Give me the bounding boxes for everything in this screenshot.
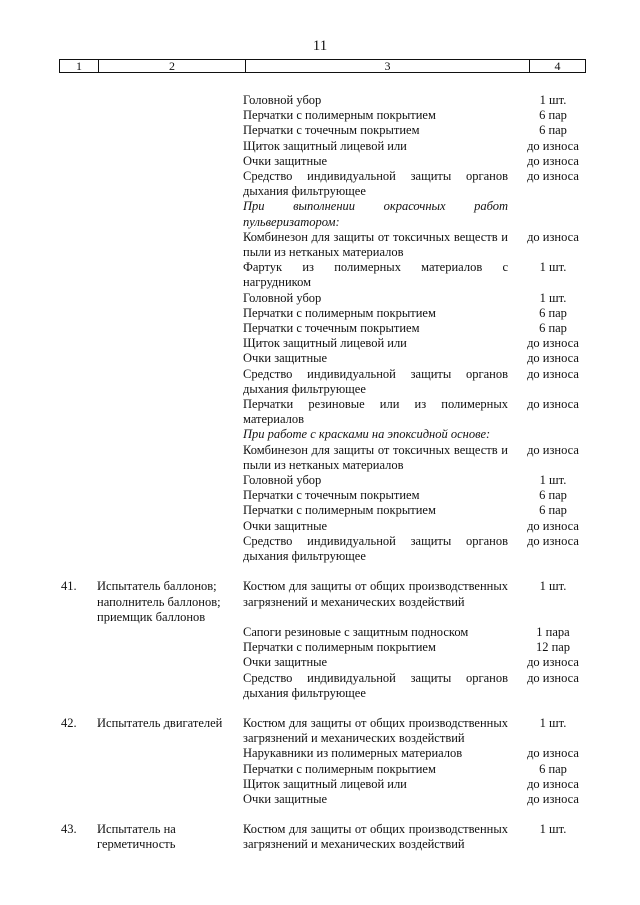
table-row	[59, 306, 599, 321]
table-row	[59, 640, 599, 655]
table-row	[59, 154, 599, 169]
ppe-item-name: Комбинезон для защиты от токсичных веществ и пыли из нетканых материалов	[243, 442, 508, 472]
table-row	[59, 351, 599, 366]
ppe-item-name: Головной убор	[243, 93, 322, 107]
table-row	[59, 625, 599, 640]
table-row	[59, 427, 599, 442]
ppe-item-name: Головной убор	[243, 473, 322, 488]
ppe-item-name: Костюм для защиты от общих производственных загрязнений и механических воздействий	[243, 579, 508, 609]
ppe-item-quantity: до износа	[527, 442, 579, 457]
ppe-item-name: Перчатки с полимерным покрытием	[243, 305, 436, 320]
table-row	[59, 260, 599, 290]
table-row	[59, 321, 599, 336]
ppe-item-quantity: 1 шт.	[539, 473, 567, 488]
ppe-item-name: Перчатки резиновые или из полимерных материалов	[243, 397, 508, 427]
row-spacer	[59, 564, 599, 579]
table-row	[59, 792, 599, 807]
table-row	[59, 291, 599, 306]
work-condition-heading: При работе с красками на эпоксидной основе:	[243, 427, 491, 442]
table-row	[59, 473, 599, 488]
ppe-item-quantity: 1 шт.	[539, 260, 567, 275]
work-condition-heading: При выполнении окрасочных работ пульверизатором:	[243, 199, 508, 229]
row-spacer	[59, 701, 599, 716]
column-header-3: 3	[245, 60, 529, 72]
ppe-item-quantity: до износа	[527, 670, 579, 685]
table-row	[59, 123, 599, 138]
ppe-item-quantity: до износа	[527, 397, 579, 412]
ppe-item-name: Щиток защитный лицевой или	[243, 336, 407, 351]
column-header-2: 2	[98, 60, 245, 72]
table-row	[59, 108, 599, 123]
ppe-item-name: Средство индивидуальной защиты органов дыхания фильтрующее	[243, 169, 508, 199]
ppe-item-quantity: до износа	[527, 153, 579, 168]
table-row	[59, 822, 599, 852]
ppe-item-quantity: до износа	[527, 533, 579, 548]
table-row	[59, 655, 599, 670]
table-row	[59, 777, 599, 792]
table-row	[59, 716, 599, 746]
entry-number: 42.	[61, 715, 77, 730]
ppe-norms-table	[59, 93, 599, 853]
ppe-item-name: Средство индивидуальной защиты органов дыхания фильтрующее	[243, 533, 508, 564]
table-row	[59, 139, 599, 154]
column-header-row	[59, 59, 586, 73]
ppe-item-name: Щиток защитный лицевой или	[243, 776, 407, 791]
ppe-item-name: Очки защитные	[243, 518, 328, 533]
ppe-item-quantity: 1 пара	[536, 624, 570, 639]
column-header-1: 1	[76, 59, 82, 73]
table-row	[59, 534, 599, 564]
entry-number: 43.	[61, 822, 77, 837]
table-row	[59, 230, 599, 260]
page-number: 11	[312, 38, 328, 54]
ppe-item-quantity: 1 шт.	[539, 715, 567, 730]
ppe-item-quantity: 1 шт.	[539, 579, 567, 594]
ppe-item-name: Перчатки с полимерным покрытием	[243, 761, 436, 776]
ppe-item-quantity: до износа	[527, 138, 579, 153]
table-row	[59, 503, 599, 518]
ppe-item-name: Очки защитные	[243, 655, 328, 670]
table-row	[59, 169, 599, 199]
ppe-item-quantity: 6 пар	[539, 123, 567, 138]
profession-name: Испытатель на герметичность	[97, 822, 176, 852]
ppe-item-name: Перчатки с точечным покрытием	[243, 123, 420, 138]
ppe-item-name: Комбинезон для защиты от токсичных веществ и пыли из нетканых материалов	[243, 229, 508, 260]
ppe-item-quantity: до износа	[527, 336, 579, 351]
ppe-item-quantity: 1 шт.	[539, 290, 567, 305]
ppe-item-name: Фартук из полимерных материалов с нагрудником	[243, 260, 508, 290]
profession-name: Испытатель двигателей	[97, 715, 223, 730]
table-row	[59, 519, 599, 534]
ppe-item-quantity: 1 шт.	[539, 93, 567, 107]
ppe-item-quantity: 12 пар	[535, 640, 571, 655]
table-row	[59, 579, 599, 625]
ppe-item-quantity: до износа	[527, 366, 579, 381]
ppe-item-quantity: 6 пар	[539, 305, 567, 320]
ppe-item-name: Сапоги резиновые с защитным подноском	[243, 624, 469, 639]
ppe-item-quantity: до износа	[527, 776, 579, 791]
table-row	[59, 336, 599, 351]
ppe-item-name: Перчатки с полимерным покрытием	[243, 108, 436, 123]
ppe-item-quantity: до износа	[527, 229, 579, 244]
entry-number: 41.	[61, 579, 77, 594]
ppe-item-quantity: до износа	[527, 655, 579, 670]
ppe-item-quantity: 6 пар	[539, 503, 567, 518]
ppe-item-name: Перчатки с точечным покрытием	[243, 321, 420, 336]
table-row	[59, 443, 599, 473]
ppe-item-name: Перчатки с точечным покрытием	[243, 488, 420, 503]
column-header-4: 4	[529, 60, 585, 72]
table-row	[59, 671, 599, 701]
table-row	[59, 199, 599, 229]
ppe-item-name: Средство индивидуальной защиты органов дыхания фильтрующее	[243, 670, 508, 700]
profession-name: Испытатель баллонов; наполнитель баллонов; приемщик баллонов	[97, 579, 221, 624]
ppe-item-name: Головной убор	[243, 290, 322, 305]
ppe-item-quantity: до износа	[527, 746, 579, 761]
ppe-item-name: Костюм для защиты от общих производственных загрязнений и механических воздействий	[243, 822, 508, 852]
ppe-item-name: Костюм для защиты от общих производственных загрязнений и механических воздействий	[243, 715, 508, 746]
ppe-item-name: Перчатки с полимерным покрытием	[243, 640, 436, 655]
ppe-item-quantity: 6 пар	[539, 761, 567, 776]
ppe-item-name: Щиток защитный лицевой или	[243, 138, 407, 153]
ppe-item-quantity: 6 пар	[539, 488, 567, 503]
ppe-item-quantity: 6 пар	[539, 321, 567, 336]
table-row	[59, 746, 599, 761]
ppe-item-quantity: 6 пар	[539, 108, 567, 123]
row-spacer	[59, 807, 599, 822]
ppe-item-name: Нарукавники из полимерных материалов	[243, 746, 463, 761]
ppe-item-name: Очки защитные	[243, 791, 328, 806]
table-row	[59, 397, 599, 427]
ppe-item-quantity: до износа	[527, 351, 579, 366]
ppe-item-name: Перчатки с полимерным покрытием	[243, 503, 436, 518]
table-row	[59, 93, 599, 108]
table-row	[59, 488, 599, 503]
ppe-item-quantity: до износа	[527, 169, 579, 184]
ppe-item-name: Очки защитные	[243, 351, 328, 366]
ppe-item-quantity: до износа	[527, 791, 579, 806]
ppe-item-name: Очки защитные	[243, 153, 328, 168]
table-row	[59, 367, 599, 397]
ppe-item-name: Средство индивидуальной защиты органов дыхания фильтрующее	[243, 366, 508, 396]
ppe-item-quantity: 1 шт.	[539, 822, 567, 837]
table-row	[59, 762, 599, 777]
ppe-item-quantity: до износа	[527, 518, 579, 533]
